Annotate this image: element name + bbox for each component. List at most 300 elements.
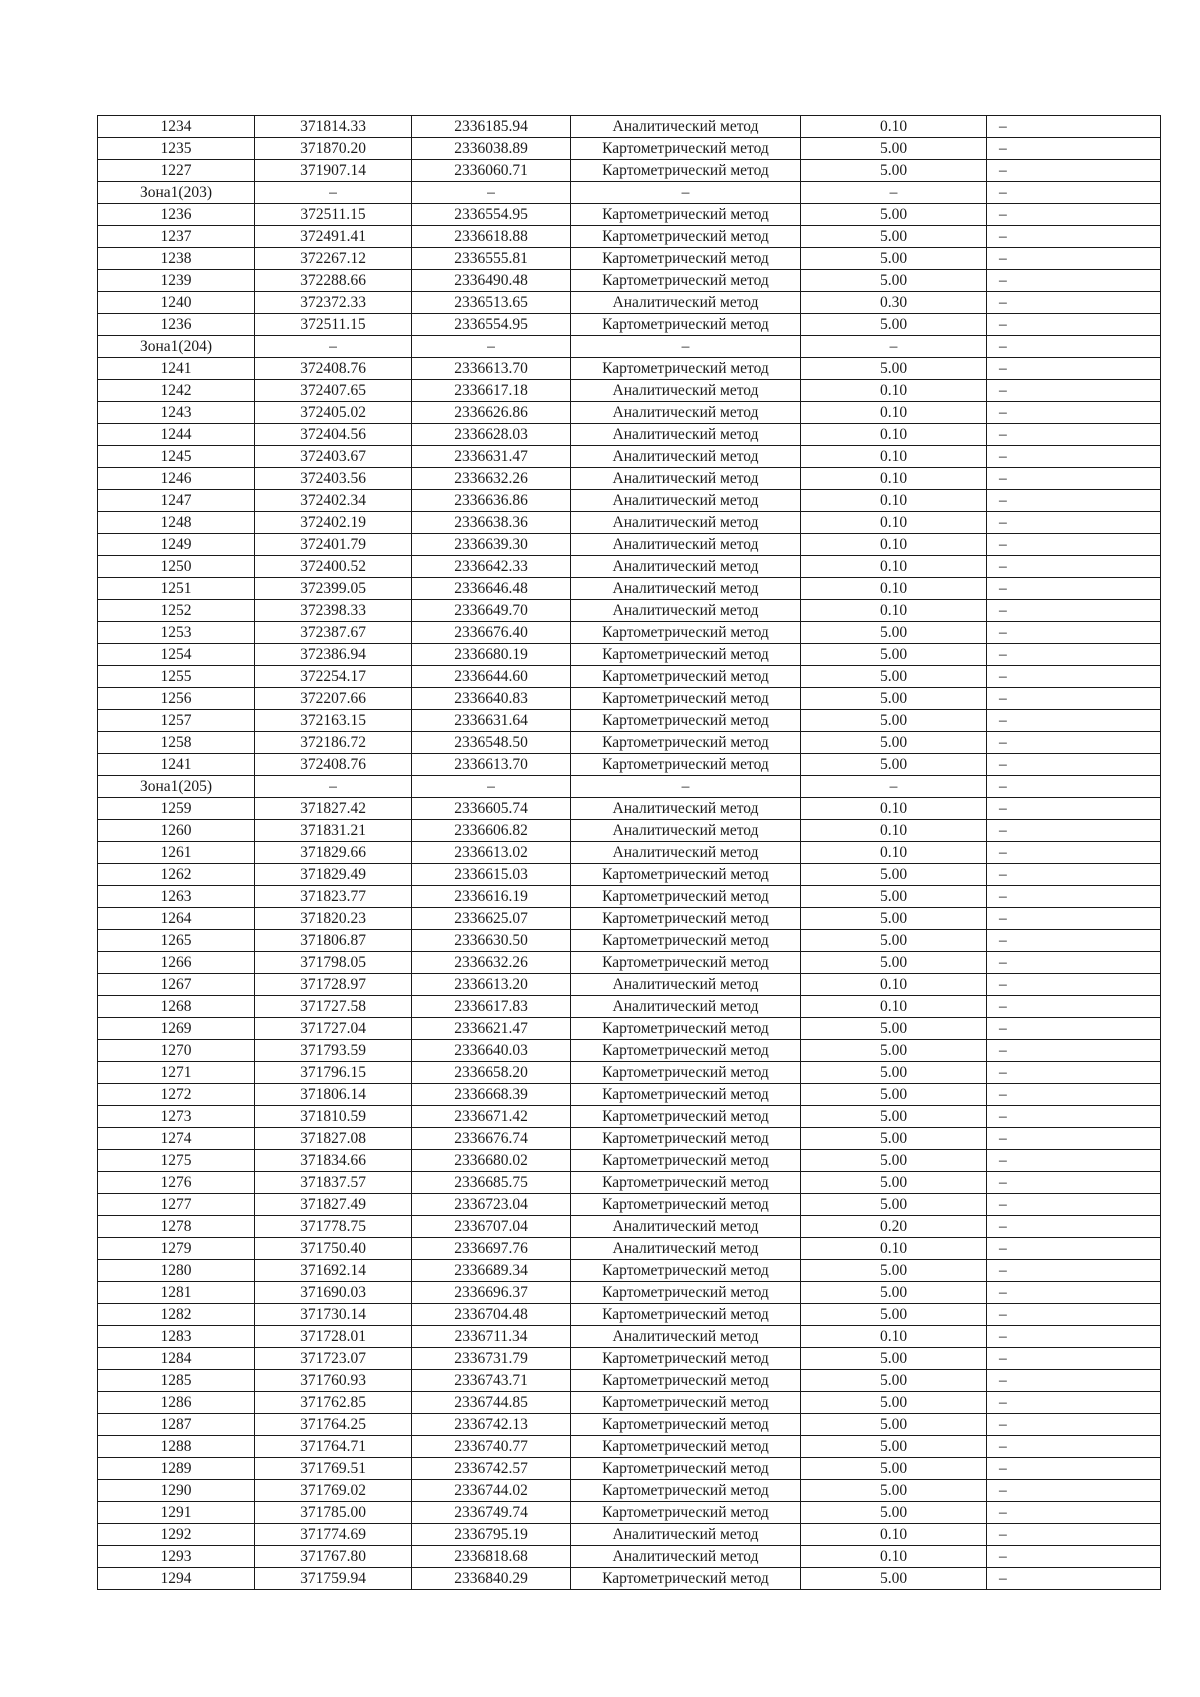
x-coordinate-cell: 371762.85 [255, 1392, 412, 1414]
accuracy-cell: 5.00 [801, 1084, 987, 1106]
zone-header-row [98, 336, 1161, 358]
x-coordinate-cell: 371827.08 [255, 1128, 412, 1150]
table-row [98, 578, 1161, 600]
method-cell: Картометрический метод [571, 1150, 801, 1172]
table-row [98, 864, 1161, 886]
accuracy-cell: 5.00 [801, 160, 987, 182]
point-number-cell: 1269 [98, 1018, 255, 1040]
table-row [98, 556, 1161, 578]
method-cell: Картометрический метод [571, 226, 801, 248]
y-coordinate-cell: 2336707.04 [412, 1216, 571, 1238]
note-cell: – [987, 160, 1161, 182]
x-coordinate-cell: 371760.93 [255, 1370, 412, 1392]
point-number-cell: 1255 [98, 666, 255, 688]
y-coordinate-cell: 2336621.47 [412, 1018, 571, 1040]
y-coordinate-cell: 2336628.03 [412, 424, 571, 446]
method-cell: Аналитический метод [571, 380, 801, 402]
method-cell: Аналитический метод [571, 1524, 801, 1546]
x-coordinate-cell: 371810.59 [255, 1106, 412, 1128]
point-number-cell: 1291 [98, 1502, 255, 1524]
y-coordinate-cell: 2336613.70 [412, 358, 571, 380]
zone-header-row [98, 776, 1161, 798]
point-number-cell: 1248 [98, 512, 255, 534]
table-row [98, 1150, 1161, 1172]
method-cell: Картометрический метод [571, 314, 801, 336]
y-coordinate-cell: 2336818.68 [412, 1546, 571, 1568]
point-number-cell: 1261 [98, 842, 255, 864]
point-number-cell: Зона1(203) [98, 182, 255, 204]
x-coordinate-cell: 371837.57 [255, 1172, 412, 1194]
method-cell: Картометрический метод [571, 270, 801, 292]
accuracy-cell: 0.10 [801, 424, 987, 446]
note-cell: – [987, 490, 1161, 512]
note-cell: – [987, 952, 1161, 974]
point-number-cell: 1246 [98, 468, 255, 490]
point-number-cell: 1279 [98, 1238, 255, 1260]
x-coordinate-cell: 371785.00 [255, 1502, 412, 1524]
y-coordinate-cell: 2336185.94 [412, 116, 571, 138]
accuracy-cell: 5.00 [801, 1282, 987, 1304]
point-number-cell: 1250 [98, 556, 255, 578]
point-number-cell: 1280 [98, 1260, 255, 1282]
table-row [98, 1348, 1161, 1370]
method-cell: Картометрический метод [571, 1282, 801, 1304]
y-coordinate-cell: 2336615.03 [412, 864, 571, 886]
table-row [98, 798, 1161, 820]
accuracy-cell: 0.10 [801, 798, 987, 820]
point-number-cell: 1267 [98, 974, 255, 996]
point-number-cell: 1256 [98, 688, 255, 710]
table-row [98, 358, 1161, 380]
x-coordinate-cell: 371692.14 [255, 1260, 412, 1282]
method-cell: – [571, 182, 801, 204]
accuracy-cell: 5.00 [801, 666, 987, 688]
table-row [98, 160, 1161, 182]
note-cell: – [987, 1062, 1161, 1084]
table-row [98, 424, 1161, 446]
y-coordinate-cell: 2336680.02 [412, 1150, 571, 1172]
y-coordinate-cell: 2336749.74 [412, 1502, 571, 1524]
note-cell: – [987, 1370, 1161, 1392]
point-number-cell: 1234 [98, 116, 255, 138]
x-coordinate-cell: 371759.94 [255, 1568, 412, 1590]
method-cell: Картометрический метод [571, 886, 801, 908]
accuracy-cell: 5.00 [801, 226, 987, 248]
point-number-cell: 1281 [98, 1282, 255, 1304]
note-cell: – [987, 1348, 1161, 1370]
point-number-cell: 1245 [98, 446, 255, 468]
y-coordinate-cell: 2336676.74 [412, 1128, 571, 1150]
method-cell: Аналитический метод [571, 1546, 801, 1568]
point-number-cell: 1242 [98, 380, 255, 402]
accuracy-cell: 0.10 [801, 556, 987, 578]
y-coordinate-cell: 2336554.95 [412, 204, 571, 226]
note-cell: – [987, 1326, 1161, 1348]
table-row [98, 952, 1161, 974]
x-coordinate-cell: 372372.33 [255, 292, 412, 314]
y-coordinate-cell: 2336795.19 [412, 1524, 571, 1546]
table-row [98, 754, 1161, 776]
y-coordinate-cell: 2336606.82 [412, 820, 571, 842]
note-cell: – [987, 556, 1161, 578]
point-number-cell: 1244 [98, 424, 255, 446]
x-coordinate-cell: 372402.34 [255, 490, 412, 512]
accuracy-cell: 5.00 [801, 1370, 987, 1392]
y-coordinate-cell: 2336639.30 [412, 534, 571, 556]
point-number-cell: 1277 [98, 1194, 255, 1216]
x-coordinate-cell: 371764.71 [255, 1436, 412, 1458]
note-cell: – [987, 798, 1161, 820]
accuracy-cell: 0.10 [801, 512, 987, 534]
table-row [98, 1524, 1161, 1546]
point-number-cell: 1235 [98, 138, 255, 160]
method-cell: Аналитический метод [571, 820, 801, 842]
x-coordinate-cell: – [255, 182, 412, 204]
point-number-cell: 1270 [98, 1040, 255, 1062]
y-coordinate-cell: 2336668.39 [412, 1084, 571, 1106]
note-cell: – [987, 402, 1161, 424]
y-coordinate-cell: 2336649.70 [412, 600, 571, 622]
table-row [98, 1392, 1161, 1414]
method-cell: – [571, 776, 801, 798]
y-coordinate-cell: 2336630.50 [412, 930, 571, 952]
method-cell: Аналитический метод [571, 116, 801, 138]
point-number-cell: 1265 [98, 930, 255, 952]
table-row [98, 1260, 1161, 1282]
table-row [98, 886, 1161, 908]
accuracy-cell: – [801, 182, 987, 204]
y-coordinate-cell: 2336685.75 [412, 1172, 571, 1194]
note-cell: – [987, 1502, 1161, 1524]
x-coordinate-cell: 372403.67 [255, 446, 412, 468]
point-number-cell: 1262 [98, 864, 255, 886]
accuracy-cell: 5.00 [801, 270, 987, 292]
method-cell: Аналитический метод [571, 534, 801, 556]
method-cell: Картометрический метод [571, 930, 801, 952]
x-coordinate-cell: 372408.76 [255, 358, 412, 380]
x-coordinate-cell: – [255, 336, 412, 358]
y-coordinate-cell: – [412, 336, 571, 358]
x-coordinate-cell: 372186.72 [255, 732, 412, 754]
point-number-cell: 1292 [98, 1524, 255, 1546]
accuracy-cell: 5.00 [801, 1348, 987, 1370]
note-cell: – [987, 1172, 1161, 1194]
point-number-cell: 1275 [98, 1150, 255, 1172]
y-coordinate-cell: 2336631.47 [412, 446, 571, 468]
y-coordinate-cell: 2336671.42 [412, 1106, 571, 1128]
table-row [98, 468, 1161, 490]
method-cell: Аналитический метод [571, 424, 801, 446]
accuracy-cell: 0.10 [801, 468, 987, 490]
note-cell: – [987, 380, 1161, 402]
note-cell: – [987, 1546, 1161, 1568]
y-coordinate-cell: 2336555.81 [412, 248, 571, 270]
accuracy-cell: 0.10 [801, 380, 987, 402]
table-row [98, 732, 1161, 754]
x-coordinate-cell: 372511.15 [255, 204, 412, 226]
method-cell: Картометрический метод [571, 710, 801, 732]
x-coordinate-cell: 371827.49 [255, 1194, 412, 1216]
accuracy-cell: 5.00 [801, 248, 987, 270]
x-coordinate-cell: 371806.87 [255, 930, 412, 952]
y-coordinate-cell: 2336696.37 [412, 1282, 571, 1304]
y-coordinate-cell: 2336490.48 [412, 270, 571, 292]
method-cell: Картометрический метод [571, 952, 801, 974]
note-cell: – [987, 512, 1161, 534]
x-coordinate-cell: 371728.97 [255, 974, 412, 996]
x-coordinate-cell: 371767.80 [255, 1546, 412, 1568]
y-coordinate-cell: 2336613.02 [412, 842, 571, 864]
y-coordinate-cell: 2336676.40 [412, 622, 571, 644]
x-coordinate-cell: 371820.23 [255, 908, 412, 930]
y-coordinate-cell: 2336704.48 [412, 1304, 571, 1326]
x-coordinate-cell: 372404.56 [255, 424, 412, 446]
x-coordinate-cell: 372511.15 [255, 314, 412, 336]
point-number-cell: 1289 [98, 1458, 255, 1480]
point-number-cell: 1237 [98, 226, 255, 248]
accuracy-cell: 0.10 [801, 996, 987, 1018]
table-row [98, 314, 1161, 336]
accuracy-cell: 5.00 [801, 886, 987, 908]
method-cell: Картометрический метод [571, 1040, 801, 1062]
table-row [98, 1106, 1161, 1128]
accuracy-cell: 5.00 [801, 1040, 987, 1062]
table-row [98, 248, 1161, 270]
method-cell: Картометрический метод [571, 1260, 801, 1282]
accuracy-cell: 0.10 [801, 842, 987, 864]
y-coordinate-cell: 2336711.34 [412, 1326, 571, 1348]
method-cell: Картометрический метод [571, 1128, 801, 1150]
note-cell: – [987, 1436, 1161, 1458]
y-coordinate-cell: 2336697.76 [412, 1238, 571, 1260]
accuracy-cell: 5.00 [801, 204, 987, 226]
note-cell: – [987, 842, 1161, 864]
method-cell: Картометрический метод [571, 1458, 801, 1480]
y-coordinate-cell: 2336840.29 [412, 1568, 571, 1590]
note-cell: – [987, 1194, 1161, 1216]
note-cell: – [987, 1282, 1161, 1304]
point-number-cell: 1252 [98, 600, 255, 622]
x-coordinate-cell: 372288.66 [255, 270, 412, 292]
method-cell: Картометрический метод [571, 204, 801, 226]
x-coordinate-cell: 371727.04 [255, 1018, 412, 1040]
method-cell: Картометрический метод [571, 644, 801, 666]
note-cell: – [987, 820, 1161, 842]
method-cell: Картометрический метод [571, 1062, 801, 1084]
table-row [98, 402, 1161, 424]
note-cell: – [987, 358, 1161, 380]
table-row [98, 996, 1161, 1018]
y-coordinate-cell: – [412, 776, 571, 798]
accuracy-cell: 0.10 [801, 820, 987, 842]
note-cell: – [987, 446, 1161, 468]
x-coordinate-cell: 372402.19 [255, 512, 412, 534]
point-number-cell: 1238 [98, 248, 255, 270]
point-number-cell: 1243 [98, 402, 255, 424]
method-cell: Картометрический метод [571, 1480, 801, 1502]
table-row [98, 446, 1161, 468]
y-coordinate-cell: 2336658.20 [412, 1062, 571, 1084]
table-row [98, 622, 1161, 644]
table-row [98, 226, 1161, 248]
method-cell: Аналитический метод [571, 600, 801, 622]
x-coordinate-cell: 372405.02 [255, 402, 412, 424]
accuracy-cell: 5.00 [801, 1018, 987, 1040]
x-coordinate-cell: 371823.77 [255, 886, 412, 908]
note-cell: – [987, 1238, 1161, 1260]
table-row [98, 138, 1161, 160]
x-coordinate-cell: 372399.05 [255, 578, 412, 600]
table-row [98, 270, 1161, 292]
point-number-cell: 1271 [98, 1062, 255, 1084]
note-cell: – [987, 732, 1161, 754]
point-number-cell: 1266 [98, 952, 255, 974]
accuracy-cell: 5.00 [801, 1062, 987, 1084]
y-coordinate-cell: 2336640.03 [412, 1040, 571, 1062]
note-cell: – [987, 776, 1161, 798]
accuracy-cell: 0.10 [801, 534, 987, 556]
x-coordinate-cell: 372267.12 [255, 248, 412, 270]
accuracy-cell: 5.00 [801, 1502, 987, 1524]
note-cell: – [987, 908, 1161, 930]
x-coordinate-cell: 371796.15 [255, 1062, 412, 1084]
method-cell: Аналитический метод [571, 446, 801, 468]
note-cell: – [987, 534, 1161, 556]
method-cell: Аналитический метод [571, 512, 801, 534]
point-number-cell: 1241 [98, 754, 255, 776]
x-coordinate-cell: 371806.14 [255, 1084, 412, 1106]
accuracy-cell: – [801, 336, 987, 358]
note-cell: – [987, 886, 1161, 908]
table-row [98, 688, 1161, 710]
note-cell: – [987, 1018, 1161, 1040]
y-coordinate-cell: 2336723.04 [412, 1194, 571, 1216]
accuracy-cell: 5.00 [801, 754, 987, 776]
point-number-cell: 1293 [98, 1546, 255, 1568]
x-coordinate-cell: 371907.14 [255, 160, 412, 182]
x-coordinate-cell: 371827.42 [255, 798, 412, 820]
method-cell: Картометрический метод [571, 666, 801, 688]
table-row [98, 644, 1161, 666]
method-cell: Аналитический метод [571, 1216, 801, 1238]
y-coordinate-cell: 2336742.13 [412, 1414, 571, 1436]
accuracy-cell: 5.00 [801, 1414, 987, 1436]
point-number-cell: 1236 [98, 314, 255, 336]
y-coordinate-cell: 2336631.64 [412, 710, 571, 732]
x-coordinate-cell: 371778.75 [255, 1216, 412, 1238]
table-row [98, 1502, 1161, 1524]
note-cell: – [987, 1524, 1161, 1546]
x-coordinate-cell: 371793.59 [255, 1040, 412, 1062]
method-cell: Картометрический метод [571, 864, 801, 886]
point-number-cell: 1273 [98, 1106, 255, 1128]
y-coordinate-cell: 2336625.07 [412, 908, 571, 930]
accuracy-cell: 5.00 [801, 1150, 987, 1172]
accuracy-cell: – [801, 776, 987, 798]
method-cell: Аналитический метод [571, 490, 801, 512]
method-cell: Картометрический метод [571, 1502, 801, 1524]
x-coordinate-cell: 372386.94 [255, 644, 412, 666]
note-cell: – [987, 1458, 1161, 1480]
x-coordinate-cell: 371730.14 [255, 1304, 412, 1326]
method-cell: Картометрический метод [571, 754, 801, 776]
method-cell: Картометрический метод [571, 1304, 801, 1326]
point-number-cell: 1274 [98, 1128, 255, 1150]
x-coordinate-cell: 371798.05 [255, 952, 412, 974]
note-cell: – [987, 204, 1161, 226]
accuracy-cell: 5.00 [801, 864, 987, 886]
method-cell: Картометрический метод [571, 1084, 801, 1106]
table-row [98, 1304, 1161, 1326]
point-number-cell: 1257 [98, 710, 255, 732]
x-coordinate-cell: 371723.07 [255, 1348, 412, 1370]
y-coordinate-cell: 2336617.83 [412, 996, 571, 1018]
point-number-cell: 1285 [98, 1370, 255, 1392]
accuracy-cell: 5.00 [801, 622, 987, 644]
table-row [98, 1568, 1161, 1590]
note-cell: – [987, 182, 1161, 204]
table-row [98, 1282, 1161, 1304]
point-number-cell: 1259 [98, 798, 255, 820]
y-coordinate-cell: 2336731.79 [412, 1348, 571, 1370]
accuracy-cell: 5.00 [801, 1172, 987, 1194]
x-coordinate-cell: 371814.33 [255, 116, 412, 138]
y-coordinate-cell: 2336638.36 [412, 512, 571, 534]
y-coordinate-cell: – [412, 182, 571, 204]
point-number-cell: 1268 [98, 996, 255, 1018]
x-coordinate-cell: 372400.52 [255, 556, 412, 578]
accuracy-cell: 0.10 [801, 1524, 987, 1546]
note-cell: – [987, 336, 1161, 358]
note-cell: – [987, 930, 1161, 952]
y-coordinate-cell: 2336744.02 [412, 1480, 571, 1502]
note-cell: – [987, 292, 1161, 314]
y-coordinate-cell: 2336548.50 [412, 732, 571, 754]
accuracy-cell: 5.00 [801, 138, 987, 160]
y-coordinate-cell: 2336743.71 [412, 1370, 571, 1392]
accuracy-cell: 5.00 [801, 1128, 987, 1150]
table-row [98, 512, 1161, 534]
table-row [98, 1414, 1161, 1436]
table-row [98, 490, 1161, 512]
accuracy-cell: 5.00 [801, 644, 987, 666]
method-cell: Картометрический метод [571, 1568, 801, 1590]
note-cell: – [987, 1106, 1161, 1128]
point-number-cell: 1249 [98, 534, 255, 556]
note-cell: – [987, 600, 1161, 622]
x-coordinate-cell: 371769.02 [255, 1480, 412, 1502]
note-cell: – [987, 1216, 1161, 1238]
point-number-cell: 1251 [98, 578, 255, 600]
table-row [98, 1128, 1161, 1150]
x-coordinate-cell: 371727.58 [255, 996, 412, 1018]
note-cell: – [987, 644, 1161, 666]
method-cell: Картометрический метод [571, 1018, 801, 1040]
accuracy-cell: 0.10 [801, 578, 987, 600]
point-number-cell: Зона1(204) [98, 336, 255, 358]
table-row [98, 1480, 1161, 1502]
y-coordinate-cell: 2336632.26 [412, 468, 571, 490]
accuracy-cell: 5.00 [801, 688, 987, 710]
accuracy-cell: 5.00 [801, 1480, 987, 1502]
note-cell: – [987, 864, 1161, 886]
x-coordinate-cell: 372398.33 [255, 600, 412, 622]
y-coordinate-cell: 2336618.88 [412, 226, 571, 248]
table-row [98, 1040, 1161, 1062]
y-coordinate-cell: 2336616.19 [412, 886, 571, 908]
note-cell: – [987, 710, 1161, 732]
accuracy-cell: 5.00 [801, 952, 987, 974]
